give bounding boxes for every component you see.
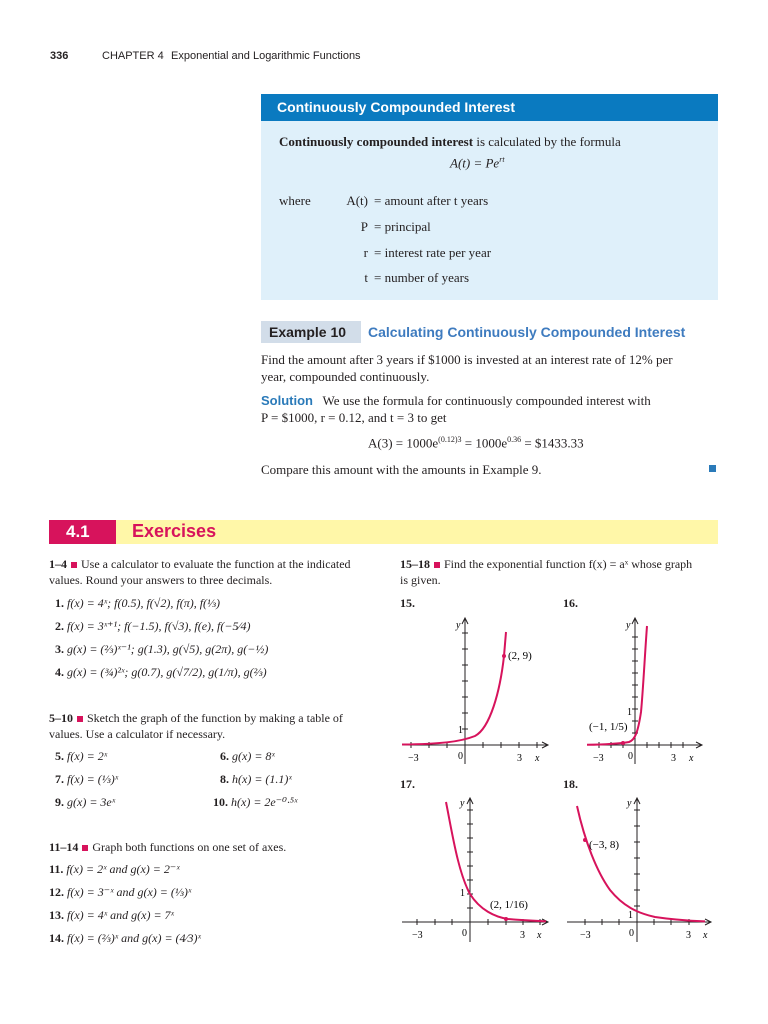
solution-equation: $A(3) = 1000e^{(0.12)3} = 1000e^{0.36}$ = $1433.33	[368, 435, 584, 451]
exercise-instruction: 15–18 Find the exponential function f(x) = aˣ whose graph	[400, 557, 693, 571]
box-intro: Continuously compounded interest is calculated by the formula	[279, 134, 621, 149]
graph-number: 18.	[563, 777, 578, 791]
solution-label: Solution	[261, 393, 313, 408]
exercise-item: 14. f(x) = (⅔)ˣ and g(x) = (4⁄3)ˣ	[49, 931, 201, 945]
point-label: (2, 1/16)	[490, 899, 528, 911]
exercise-item: 8. h(x) = (1.1)ˣ	[220, 772, 292, 786]
solution-line: Solution We use the formula for continuously compounded interest with	[261, 393, 651, 408]
point-15	[502, 654, 506, 658]
tick-label: 1	[628, 910, 633, 921]
tick-label: −3	[593, 753, 604, 764]
example-problem-line: Find the amount after 3 years if $1000 is invested at an interest rate of 12% per	[261, 352, 673, 367]
tick-label: 3	[686, 930, 691, 941]
curve-15	[402, 632, 506, 745]
graph-number: 15.	[400, 596, 415, 610]
def-rhs: = number of years	[374, 270, 470, 285]
exercises-heading: Exercises	[132, 521, 217, 541]
axis-label: y	[626, 620, 631, 631]
solution-line: P = $1000, r = 0.12, and t = 3 to get	[261, 410, 447, 425]
exercise-item: 4. g(x) = (¾)²ˣ; g(0.7), g(√7/2), g(1/π), g(⅔)	[55, 665, 267, 679]
tick-label: 0	[458, 751, 463, 762]
exercise-instruction: 1–4 Use a calculator to evaluate the function at the indicated	[49, 557, 351, 571]
exercise-instruction: values. Use a calculator if necessary.	[49, 727, 226, 741]
point-label: (−1, 1/5)	[589, 721, 628, 733]
box-formula: $A(t) = Pe^{rt}$	[450, 155, 505, 171]
tick-label: 0	[629, 928, 634, 939]
exercise-item: 13. f(x) = 4ˣ and g(x) = 7ˣ	[49, 908, 174, 922]
exercise-item: 2. f(x) = 3ˣ⁺¹; f(−1.5), f(√3), f(e), f(−5⁄4)	[55, 619, 251, 633]
def-lhs: r	[363, 245, 368, 260]
def-rhs: = interest rate per year	[374, 245, 492, 260]
graph-18	[565, 792, 715, 947]
definition-box-title: Continuously Compounded Interest	[277, 99, 515, 115]
axis-label: x	[535, 753, 540, 764]
tick-label: −3	[580, 930, 591, 941]
exercise-item: 9. g(x) = 3eˣ	[55, 795, 116, 809]
tick-label: 3	[520, 930, 525, 941]
exercise-item: 3. g(x) = (⅔)ˣ⁻¹; g(1.3), g(√5), g(2π), g(−½)	[55, 642, 269, 656]
where-label: where	[279, 193, 311, 208]
exercise-item: 12. f(x) = 3⁻ˣ and g(x) = (⅓)ˣ	[49, 885, 192, 899]
axis-label: x	[537, 930, 542, 941]
bullet-icon	[77, 716, 83, 722]
definition-box	[261, 94, 718, 300]
exercise-instruction: 11–14 Graph both functions on one set of axes.	[49, 840, 287, 854]
bullet-icon	[71, 562, 77, 568]
exercise-item: 7. f(x) = (⅓)ˣ	[55, 772, 119, 786]
tick-label: 3	[671, 753, 676, 764]
axis-label: x	[703, 930, 708, 941]
point-label: (−3, 8)	[589, 839, 620, 851]
exercise-item: 5. f(x) = 2ˣ	[55, 749, 108, 763]
graph-number: 17.	[400, 777, 415, 791]
tick-label: 1	[458, 725, 463, 736]
tick-label: 1	[460, 888, 465, 899]
graph-17	[400, 792, 550, 947]
tick-label: 1	[627, 707, 632, 718]
tick-label: 3	[517, 753, 522, 764]
axis-label: y	[460, 798, 465, 809]
def-lhs: P	[360, 219, 368, 234]
def-lhs: A(t)	[346, 193, 368, 208]
example-title: Calculating Continuously Compounded Interest	[368, 324, 686, 340]
exercise-item: 1. f(x) = 4ˣ; f(0.5), f(√2), f(π), f(⅓)	[55, 596, 221, 610]
example-compare: Compare this amount with the amounts in Example 9.	[261, 462, 542, 477]
tick-label: 0	[628, 751, 633, 762]
example-label-badge: Example 10	[261, 321, 361, 343]
example-problem-line: year, compounded continuously.	[261, 369, 430, 384]
exercise-item: 6. g(x) = 8ˣ	[220, 749, 275, 763]
def-rhs: = principal	[374, 219, 431, 234]
def-rhs: = amount after t years	[374, 193, 489, 208]
exercise-item: 10. h(x) = 2e⁻⁰·⁵ˣ	[213, 795, 298, 809]
exercise-item: 11. f(x) = 2ˣ and g(x) = 2⁻ˣ	[49, 862, 180, 876]
chapter-label: CHAPTER 4	[102, 50, 164, 62]
axis-label: y	[627, 798, 632, 809]
exercise-instruction: 5–10 Sketch the graph of the function by making a table of	[49, 711, 343, 725]
end-of-example-marker	[709, 465, 716, 472]
chapter-title: Exponential and Logarithmic Functions	[171, 50, 361, 62]
graph-number: 16.	[563, 596, 578, 610]
axis-label: x	[689, 753, 694, 764]
section-number-badge: 4.1	[49, 520, 116, 544]
point-label: (2, 9)	[508, 650, 532, 662]
axis-label: y	[456, 620, 461, 631]
tick-label: −3	[412, 930, 423, 941]
exercise-instruction: is given.	[400, 573, 441, 587]
graph-16	[585, 612, 705, 772]
graph-15	[400, 612, 550, 772]
def-lhs: t	[364, 270, 368, 285]
definition-box-header	[261, 94, 718, 121]
tick-label: −3	[408, 753, 419, 764]
bullet-icon	[82, 845, 88, 851]
exercise-instruction: values. Round your answers to three decimals.	[49, 573, 273, 587]
tick-label: 0	[462, 928, 467, 939]
page-number: 336	[50, 50, 69, 62]
bullet-icon	[434, 562, 440, 568]
